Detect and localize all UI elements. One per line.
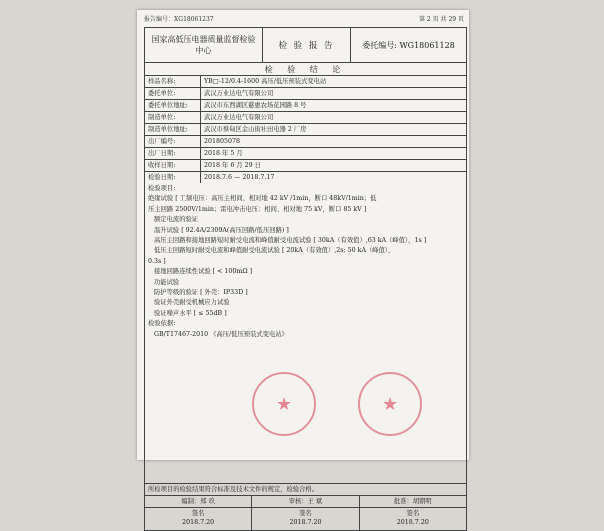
field-value: 201805078	[204, 138, 241, 145]
page-indicator: 第 2 页 共 29 页	[419, 16, 464, 23]
field-row	[145, 148, 466, 160]
field-list	[145, 76, 466, 183]
field-value: 武汉市蔡甸区金山街社田电器 2 厂房	[204, 126, 307, 133]
field-label: 样品名称:	[145, 76, 201, 87]
section-title-row	[145, 63, 466, 76]
field-row	[145, 172, 466, 183]
field-value: 2018 年 6 月 29 日	[204, 162, 261, 169]
field-row	[145, 76, 466, 88]
report-number: 报告编号：XG18061237	[144, 16, 214, 23]
test-items	[145, 183, 466, 483]
field-label: 收样日期:	[145, 160, 201, 171]
field-label: 检验日期:	[145, 172, 201, 183]
test-item: 额定电流的验证	[154, 216, 199, 224]
conclusion-row	[145, 484, 466, 496]
test-item: 温升试验 [ 92.4A/2309A(高压回路/低压回路) ]	[154, 226, 289, 234]
test-item: 验证外壳耐受机械应力试验	[154, 299, 230, 307]
signature-cell: 签名 2018.7.20	[145, 508, 252, 530]
field-label: 委托单位:	[145, 88, 201, 99]
items-row	[145, 183, 466, 484]
field-row	[145, 124, 466, 136]
report-table	[144, 27, 467, 531]
signer-role: 编制：郑 玖	[145, 496, 252, 507]
test-item: GB/T17467-2010 《高压/低压预装式变电站》	[154, 330, 288, 338]
field-row	[145, 100, 466, 112]
report-title: 检 验 报 告	[263, 28, 351, 62]
signature-date: 2018.7.20	[396, 519, 429, 526]
title-row	[145, 28, 466, 63]
conclusion: 所检项目的检验结果符合标准及技术文件的规定，检验合格。	[148, 486, 319, 493]
field-value: 武汉万业达电气有限公司	[204, 90, 274, 97]
field-label: 制造单位地址:	[145, 124, 201, 135]
field-value: 武汉万业达电气有限公司	[204, 114, 274, 121]
signature-date: 2018.7.20	[182, 519, 215, 526]
field-label: 制造单位:	[145, 112, 201, 123]
field-value: 2018 年 5 月	[204, 150, 243, 157]
signature-row	[145, 508, 466, 530]
test-item: 验证噪声水平 [ ≤ 55dB ]	[154, 309, 227, 317]
signature-date: 2018.7.20	[289, 519, 322, 526]
items-label: 检验项目:	[148, 185, 176, 192]
field-row	[145, 136, 466, 148]
signature-cell: 签名 2018.7.20	[360, 508, 466, 530]
test-item: 绝缘试验 [ 工频电压：高压主相间、相对地 42 kV /1min，断口 48kV/1min；低	[148, 195, 377, 203]
signer-role: 批准：胡朝明	[393, 498, 432, 505]
field-value: YB□-12/0.4-1600 高压/低压预装式变电站	[204, 78, 327, 85]
signature-cell: 签名 2018.7.20	[252, 508, 359, 530]
test-item: 低压主回路短时耐受电流和峰值耐受电流试验 [ 20kA（有效值）,2s; 50 kA（峰值），	[154, 247, 395, 255]
field-label: 出厂日期:	[145, 148, 201, 159]
signer-roles	[145, 496, 466, 508]
red-seal-stamp: ★	[358, 372, 422, 436]
section-title: 检 验 结 论	[264, 64, 347, 74]
test-item: 防护等级的验证 [ 外壳：IP33D ]	[154, 289, 248, 297]
page-header	[144, 14, 464, 24]
field-row	[145, 88, 466, 100]
field-label: 出厂编号:	[145, 136, 201, 147]
commission-number: 委托编号: WG18061128	[362, 40, 455, 50]
test-item: 功能试验	[154, 278, 180, 286]
institute-name: 国家高低压电器质量监督检验中心	[145, 28, 263, 62]
field-value: 武汉市东西湖区慈惠农场花园路 8 号	[204, 102, 307, 109]
field-label: 委托单位地址:	[145, 100, 201, 111]
test-item: 高压主回路和接地回路短时耐受电流和峰值耐受电流试验 [ 30kA（有效值）,63 kA（峰值），1s ]	[154, 237, 427, 245]
signer-role: 审核：王 斌	[252, 496, 359, 507]
test-item: 检验依据:	[148, 320, 176, 328]
test-item: 压主回路 2500V/1min；雷电冲击电压：相间、相对地 75 kV，断口 85 kV ]	[148, 205, 367, 213]
field-row	[145, 160, 466, 172]
field-row	[145, 112, 466, 124]
test-item: 接地回路连续性试验 [ < 100mΩ ]	[154, 268, 253, 276]
test-item: 0.3s ]	[148, 257, 166, 265]
red-seal-stamp: ★	[252, 372, 316, 436]
field-value: 2018.7.6 — 2018.7.17	[204, 174, 275, 181]
